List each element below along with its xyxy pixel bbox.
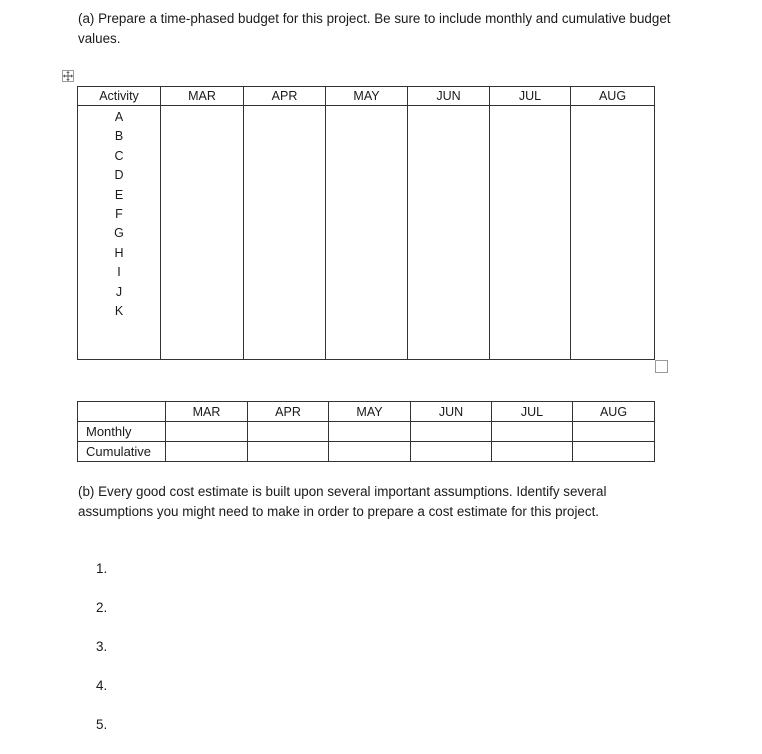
question-b-text: (b) Every good cost estimate is built upon several important assumptions. Identify several assumptions you might need to make in order to prepare a cost estimate for this project. [78, 484, 607, 519]
summary-table [77, 401, 655, 462]
monthly-row [78, 422, 655, 442]
list-item[interactable]: 2. [96, 600, 108, 615]
budget-cell-apr[interactable] [244, 106, 326, 360]
list-item[interactable]: 3. [96, 639, 108, 654]
table-cell[interactable] [329, 442, 411, 462]
list-item[interactable]: 4. [96, 678, 108, 693]
table-cell[interactable] [166, 422, 248, 442]
list-item[interactable]: 1. [96, 561, 108, 576]
month-header: MAY [329, 402, 411, 422]
activity-label: G [114, 226, 124, 241]
activity-header: Activity [78, 87, 161, 106]
activity-label: D [114, 168, 124, 183]
assumption-list [96, 559, 107, 754]
budget-header-row [78, 87, 655, 106]
budget-cell-mar[interactable] [161, 106, 244, 360]
activity-label: F [115, 206, 123, 221]
summary-corner-cell [78, 402, 166, 422]
row-label-cumulative: Cumulative [78, 442, 166, 462]
month-header: JUL [490, 87, 571, 106]
activity-column[interactable] [78, 106, 161, 360]
activity-label: A [114, 110, 124, 124]
row-label-monthly: Monthly [78, 422, 166, 442]
table-cell[interactable] [411, 442, 492, 462]
budget-cell-jun[interactable] [408, 106, 490, 360]
table-cell[interactable] [329, 422, 411, 442]
month-header: MAY [326, 87, 408, 106]
month-header: MAR [161, 87, 244, 106]
table-resize-handle[interactable] [655, 360, 668, 373]
month-header: JUL [492, 402, 573, 422]
month-header: APR [248, 402, 329, 422]
table-cell[interactable] [166, 442, 248, 462]
table-cell[interactable] [492, 442, 573, 462]
month-header: AUG [571, 87, 655, 106]
table-cell[interactable] [492, 422, 573, 442]
table-cell[interactable] [248, 442, 329, 462]
budget-cell-aug[interactable] [571, 106, 655, 360]
activity-label: H [114, 245, 124, 260]
activity-label: I [117, 265, 121, 280]
table-move-handle-icon[interactable] [62, 70, 74, 82]
summary-header-row [78, 402, 655, 422]
month-header: APR [244, 87, 326, 106]
activity-label: J [115, 284, 123, 299]
table-cell[interactable] [248, 422, 329, 442]
cumulative-row [78, 442, 655, 462]
activity-label: E [114, 187, 124, 202]
table-cell[interactable] [573, 422, 655, 442]
month-header: JUN [411, 402, 492, 422]
activity-label: B [114, 129, 124, 144]
month-header: MAR [166, 402, 248, 422]
activity-label: K [114, 303, 124, 318]
budget-body-row [78, 106, 655, 360]
table-cell[interactable] [573, 442, 655, 462]
budget-table [77, 86, 655, 360]
month-header: AUG [573, 402, 655, 422]
table-cell[interactable] [411, 422, 492, 442]
activity-label: C [114, 148, 124, 163]
question-a-text: (a) Prepare a time-phased budget for this project. Be sure to include monthly and cumulative budget values. [78, 11, 671, 46]
list-item[interactable]: 5. [96, 717, 108, 732]
budget-cell-may[interactable] [326, 106, 408, 360]
budget-cell-jul[interactable] [490, 106, 571, 360]
month-header: JUN [408, 87, 490, 106]
